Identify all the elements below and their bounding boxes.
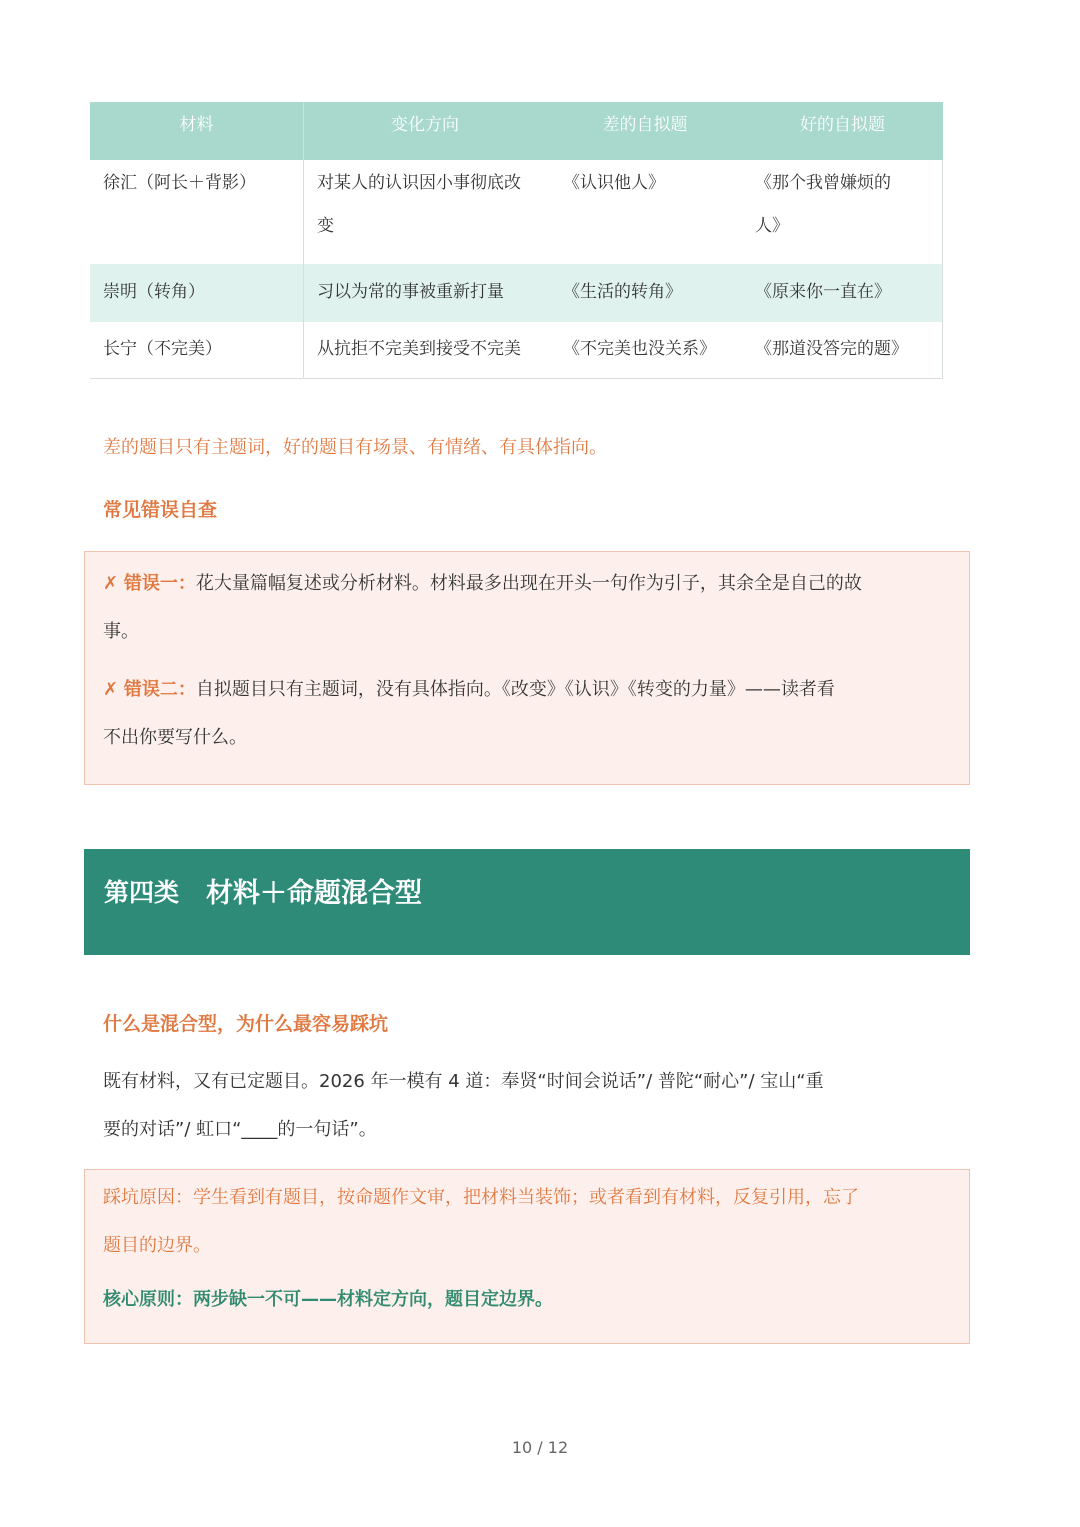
cell-good-title-cont: 人》 (755, 216, 789, 236)
cell-material: 徐汇（阿长＋背影） (103, 173, 256, 193)
column-divider (303, 102, 304, 379)
cell-bad-title: 《不完美也没关系》 (563, 339, 716, 359)
cell-good-title: 《原来你一直在》 (755, 282, 891, 302)
error-item (103, 560, 953, 608)
cell-good-title: 《那道没答完的题》 (755, 339, 908, 359)
header-bad-title: 差的自拟题 (602, 115, 688, 135)
error-label: 错误一： (123, 573, 196, 594)
subheading: 什么是混合型，为什么最容易踩坑 (103, 1013, 389, 1035)
paragraph-line: 既有材料，又有已定题目。2026 年一模有 4 道：奉贤“时间会说话”/ 普陀“耐心”/ 宝山“重 (103, 1071, 824, 1092)
header-direction: 变化方向 (391, 115, 459, 135)
table-header-row (90, 102, 943, 160)
table-row (90, 322, 943, 379)
error-text: 自拟题目只有主题词，没有具体指向。《改变》《认识》《转变的力量》——读者看 (195, 679, 835, 700)
pitfall-box (84, 1169, 970, 1344)
table-right-border (942, 160, 943, 379)
error-text-cont: 不出你要写什么。 (103, 727, 247, 748)
cell-bad-title: 《生活的转角》 (563, 282, 682, 302)
cross-icon: ✗ (103, 679, 119, 700)
error-text-cont: 事。 (103, 621, 139, 642)
cell-direction-cont: 变 (317, 216, 334, 236)
header-good-title: 好的自拟题 (800, 115, 885, 135)
cell-direction: 习以为常的事被重新打量 (317, 282, 504, 302)
self-check-heading: 常见错误自查 (103, 499, 218, 521)
cell-material: 长宁（不完美） (103, 339, 222, 359)
paragraph-line: 要的对话”/ 虹口“____的一句话”。 (103, 1119, 377, 1140)
error-text: 花大量篇幅复述或分析材料。材料最多出现在开头一句作为引子，其余全是自己的故 (195, 573, 862, 594)
header-material: 材料 (179, 115, 214, 135)
cell-direction: 从抗拒不完美到接受不完美 (317, 339, 521, 359)
errors-box (84, 551, 970, 785)
cross-icon: ✗ (103, 573, 119, 594)
comparison-table (90, 102, 943, 379)
summary-note: 差的题目只有主题词，好的题目有场景、有情绪、有具体指向。 (103, 437, 607, 458)
table-row (90, 160, 943, 264)
section-banner (84, 849, 970, 955)
pitfall-reason-cont: 题目的边界。 (103, 1235, 211, 1256)
page-indicator: 10 / 12 (511, 1438, 569, 1457)
error-item (103, 666, 953, 714)
cell-direction: 对某人的认识因小事彻底改 (317, 173, 521, 193)
section-title: 材料＋命题混合型 (206, 878, 422, 909)
paragraph (103, 1058, 973, 1154)
table-row (90, 264, 943, 322)
error-label: 错误二： (123, 679, 196, 700)
pitfall-reason: 踩坑原因：学生看到有题目，按命题作文审，把材料当装饰；或者看到有材料，反复引用，忘了 (103, 1187, 859, 1208)
cell-good-title: 《那个我曾嫌烦的 (755, 173, 891, 193)
section-label: 第四类 (104, 878, 180, 907)
cell-bad-title: 《认识他人》 (563, 173, 665, 193)
core-principle: 核心原则：两步缺一不可——材料定方向，题目定边界。 (103, 1289, 553, 1310)
cell-material: 崇明（转角） (103, 282, 205, 302)
